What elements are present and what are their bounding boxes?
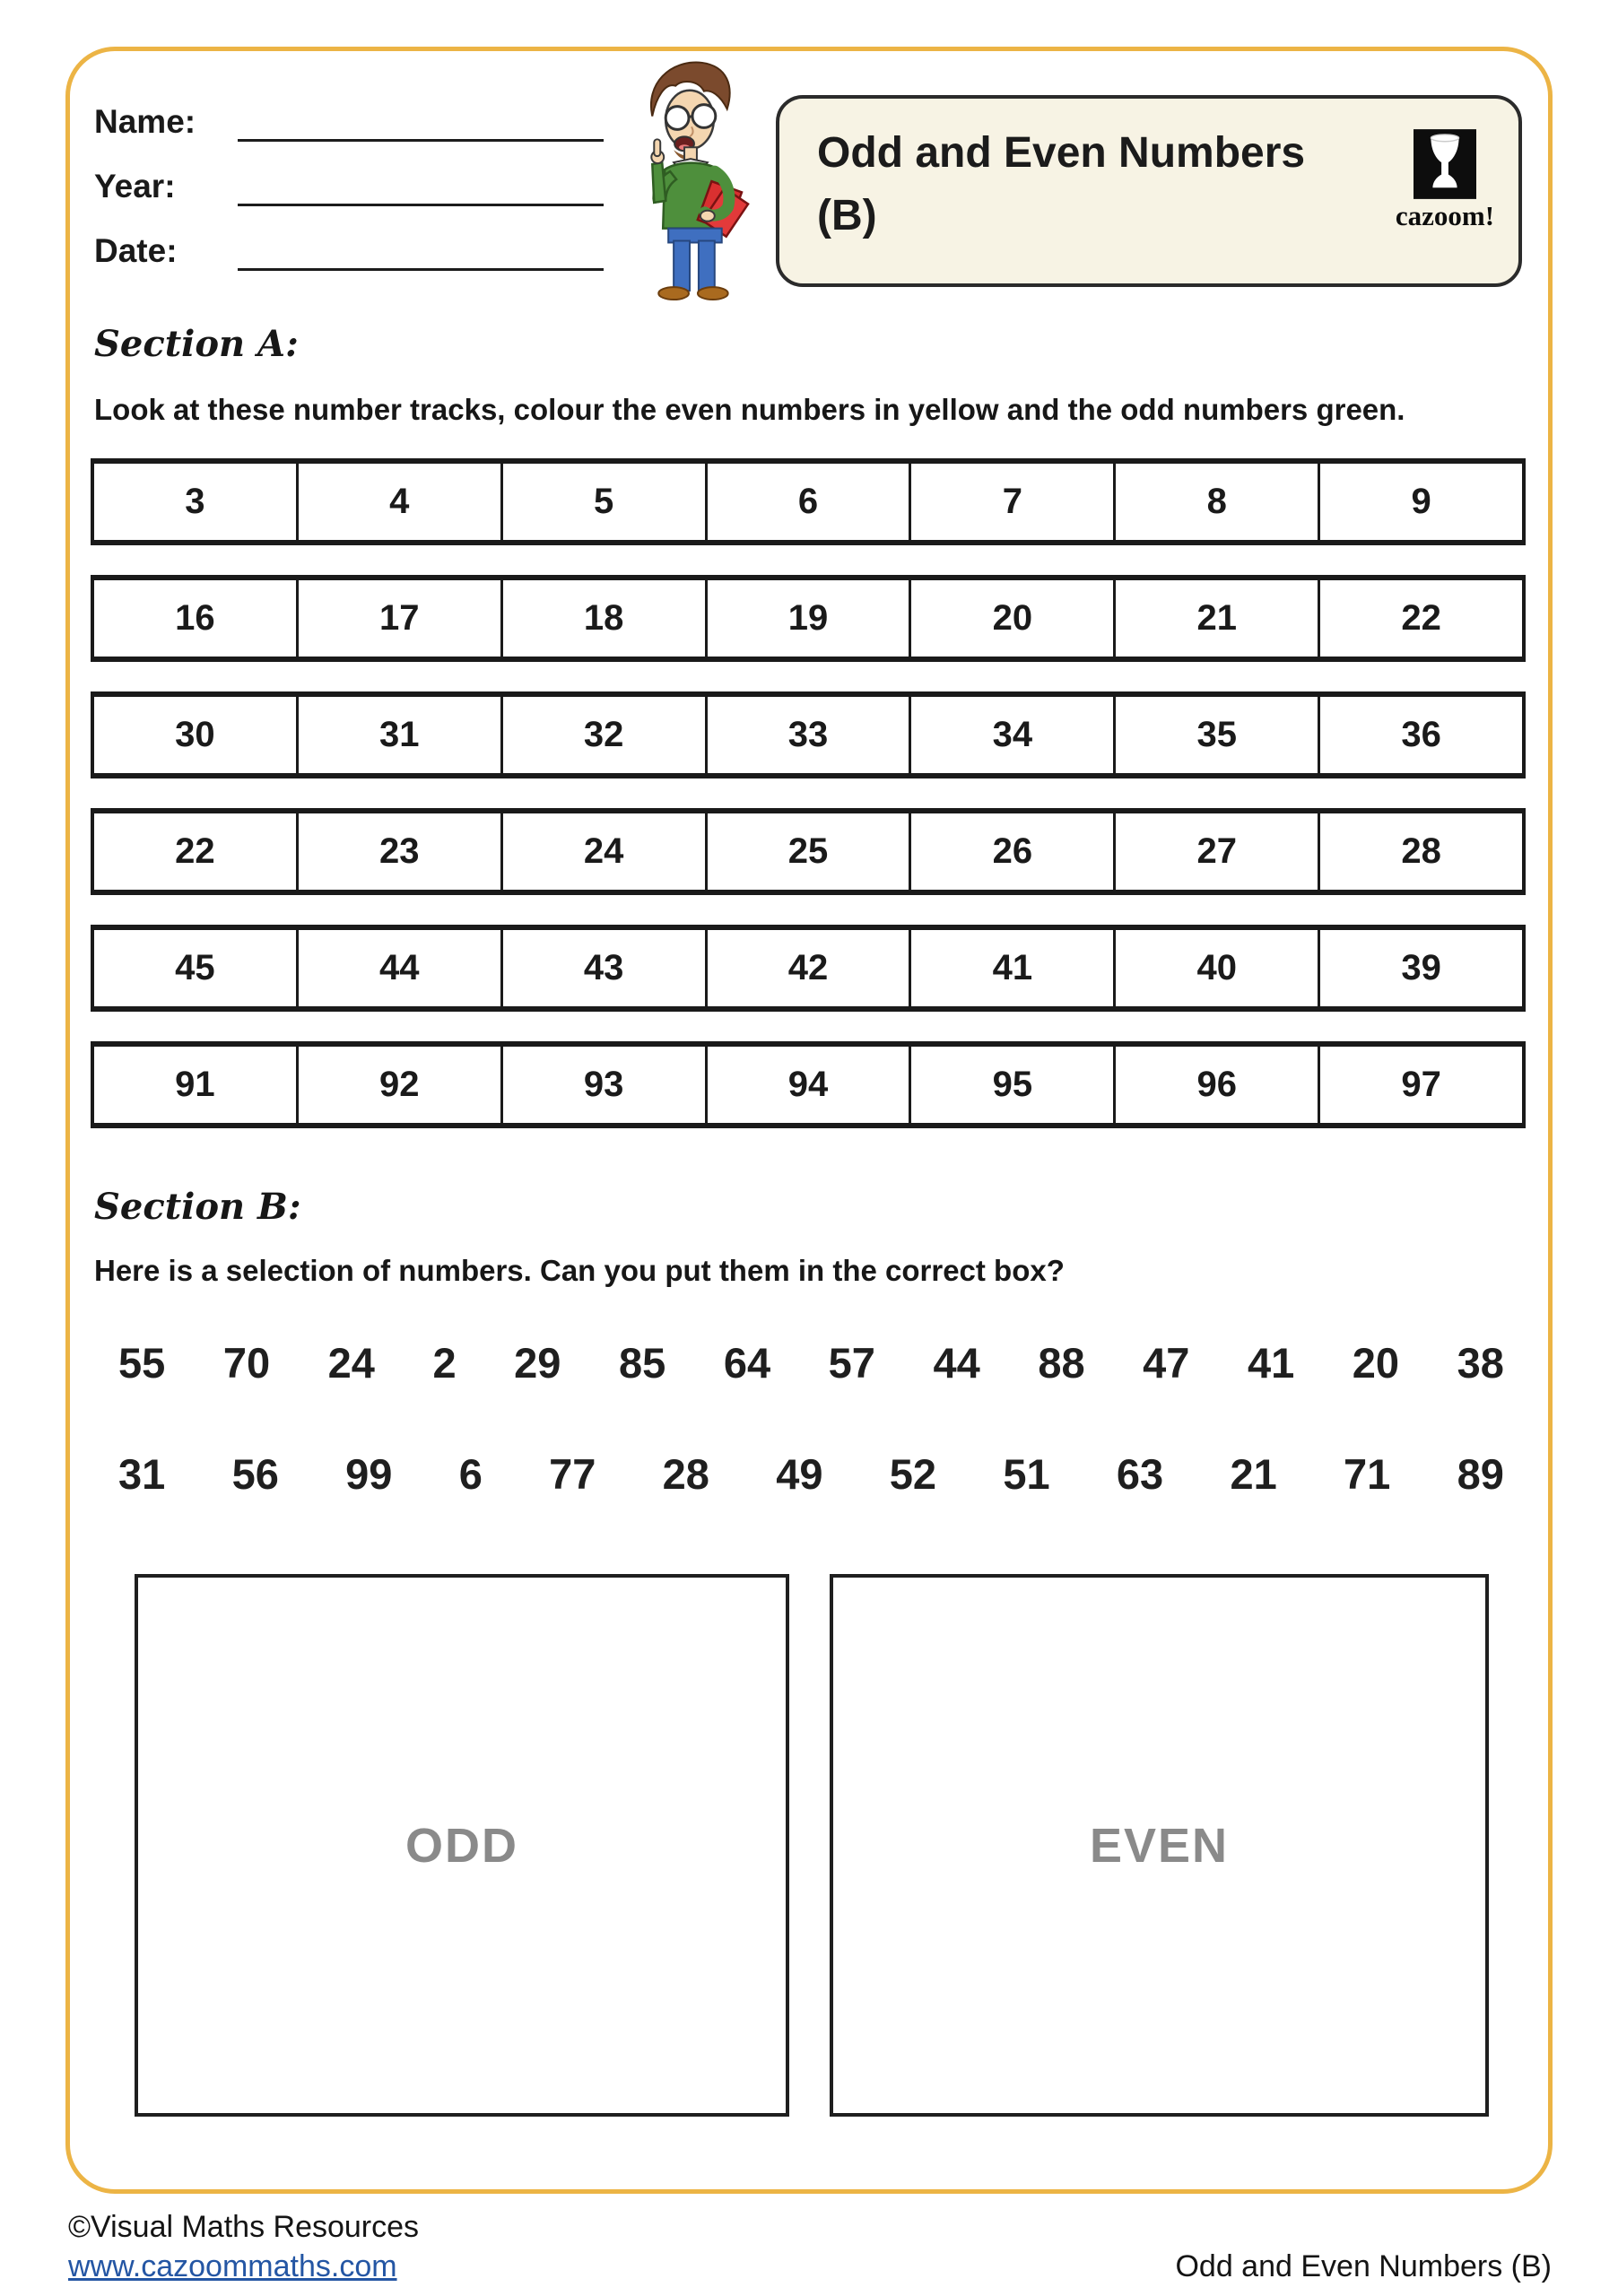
track-cell[interactable]: 9 (1411, 482, 1431, 521)
teacher-illustration (621, 54, 757, 303)
track-cell[interactable]: 4 (299, 464, 503, 540)
selection-number: 70 (222, 1339, 271, 1387)
track-cell[interactable]: 28 (1401, 831, 1441, 871)
number-track-row-4 (91, 808, 1526, 895)
track-cell[interactable]: 8 (1116, 464, 1320, 540)
selection-number: 56 (231, 1450, 279, 1498)
track-cell[interactable]: 32 (503, 697, 708, 773)
worksheet-title-box (776, 95, 1522, 287)
selection-number: 21 (1230, 1450, 1277, 1498)
number-tracks (91, 458, 1526, 1158)
odd-box[interactable] (135, 1574, 789, 2117)
track-cell[interactable]: 20 (911, 580, 1116, 657)
selection-number: 85 (619, 1339, 666, 1387)
selection-number: 64 (723, 1339, 771, 1387)
worksheet-name-footer: Odd and Even Numbers (B) (1175, 2249, 1552, 2283)
track-cell[interactable]: 3 (94, 464, 299, 540)
track-cell[interactable]: 35 (1116, 697, 1320, 773)
page-title-line2: (B) (817, 191, 877, 239)
track-cell[interactable]: 97 (1401, 1065, 1441, 1104)
selection-number: 47 (1143, 1339, 1190, 1387)
selection-number: 99 (345, 1450, 393, 1498)
selection-number: 29 (514, 1339, 561, 1387)
selection-number: 28 (662, 1450, 709, 1498)
track-cell[interactable]: 31 (299, 697, 503, 773)
track-cell[interactable]: 95 (911, 1047, 1116, 1123)
year-input-line[interactable] (238, 157, 604, 206)
date-label: Date: (94, 232, 178, 269)
even-box[interactable] (830, 1574, 1489, 2117)
track-cell[interactable]: 26 (911, 813, 1116, 890)
track-cell[interactable]: 22 (1401, 598, 1441, 638)
selection-number: 51 (1003, 1450, 1050, 1498)
track-cell[interactable]: 7 (911, 464, 1116, 540)
even-box-label: EVEN (1089, 1818, 1230, 1873)
track-cell[interactable]: 24 (503, 813, 708, 890)
track-cell[interactable]: 93 (503, 1047, 708, 1123)
track-cell[interactable]: 5 (503, 464, 708, 540)
track-cell[interactable]: 45 (94, 930, 299, 1006)
track-cell[interactable]: 44 (299, 930, 503, 1006)
website-link[interactable]: www.cazoommaths.com (68, 2249, 397, 2283)
selection-number: 49 (776, 1450, 823, 1498)
track-cell[interactable]: 6 (708, 464, 912, 540)
odd-box-label: ODD (405, 1818, 518, 1873)
track-cell[interactable]: 27 (1116, 813, 1320, 890)
selection-number: 38 (1457, 1339, 1504, 1387)
number-track-row-6 (91, 1041, 1526, 1128)
number-track-row-2 (91, 575, 1526, 662)
number-track-row-5 (91, 925, 1526, 1012)
selection-number: 52 (889, 1450, 937, 1498)
track-cell[interactable]: 94 (708, 1047, 912, 1123)
copyright-text: ©Visual Maths Resources (68, 2210, 420, 2244)
selection-number: 41 (1247, 1339, 1295, 1387)
selection-number: 6 (458, 1450, 483, 1498)
track-cell[interactable]: 36 (1401, 715, 1441, 754)
selection-number: 24 (327, 1339, 375, 1387)
year-label: Year: (94, 168, 176, 204)
name-field-row (94, 77, 604, 142)
date-field-row (94, 206, 604, 271)
student-info-fields (94, 77, 604, 271)
track-cell[interactable]: 25 (708, 813, 912, 890)
section-a-heading: Section A: (94, 323, 299, 365)
track-cell[interactable]: 33 (708, 697, 912, 773)
track-cell[interactable]: 23 (299, 813, 503, 890)
cazoom-logo (1391, 129, 1499, 232)
track-cell[interactable]: 92 (299, 1047, 503, 1123)
selection-number: 31 (118, 1450, 166, 1498)
track-cell[interactable]: 41 (911, 930, 1116, 1006)
selection-number: 2 (432, 1339, 457, 1387)
track-cell[interactable]: 17 (299, 580, 503, 657)
cazoom-drum-icon (1414, 129, 1476, 199)
track-cell[interactable]: 16 (94, 580, 299, 657)
page-title (817, 122, 1305, 247)
section-b-instruction: Here is a selection of numbers. Can you put them in the correct box? (94, 1254, 1065, 1287)
selection-number: 20 (1352, 1339, 1400, 1387)
track-cell[interactable]: 21 (1116, 580, 1320, 657)
name-input-line[interactable] (238, 92, 604, 142)
track-cell[interactable]: 34 (911, 697, 1116, 773)
track-cell[interactable]: 18 (503, 580, 708, 657)
date-input-line[interactable] (238, 222, 604, 271)
number-track-row-3 (91, 691, 1526, 778)
track-cell[interactable]: 43 (503, 930, 708, 1006)
selection-number: 63 (1116, 1450, 1164, 1498)
page-title-line1: Odd and Even Numbers (817, 129, 1306, 177)
track-cell[interactable]: 22 (94, 813, 299, 890)
year-field-row (94, 142, 604, 206)
number-selection-row-1 (118, 1338, 1504, 1387)
name-label: Name: (94, 103, 196, 140)
selection-number: 88 (1038, 1339, 1085, 1387)
number-selection-row-2 (118, 1449, 1504, 1499)
selection-number: 77 (549, 1450, 596, 1498)
track-cell[interactable]: 40 (1116, 930, 1320, 1006)
track-cell[interactable]: 19 (708, 580, 912, 657)
section-b-heading: Section B: (94, 1186, 301, 1228)
track-cell[interactable]: 39 (1401, 948, 1441, 987)
track-cell[interactable]: 96 (1116, 1047, 1320, 1123)
track-cell[interactable]: 42 (708, 930, 912, 1006)
selection-number: 55 (118, 1339, 166, 1387)
track-cell[interactable]: 30 (94, 697, 299, 773)
number-track-row-1 (91, 458, 1526, 545)
selection-number: 89 (1457, 1450, 1504, 1498)
track-cell[interactable]: 91 (94, 1047, 299, 1123)
selection-number: 44 (933, 1339, 980, 1387)
cazoom-logo-text: cazoom! (1395, 200, 1495, 231)
selection-number: 71 (1344, 1450, 1391, 1498)
selection-number: 57 (828, 1339, 875, 1387)
section-a-instruction: Look at these number tracks, colour the even numbers in yellow and the odd numbers green. (94, 393, 1405, 426)
